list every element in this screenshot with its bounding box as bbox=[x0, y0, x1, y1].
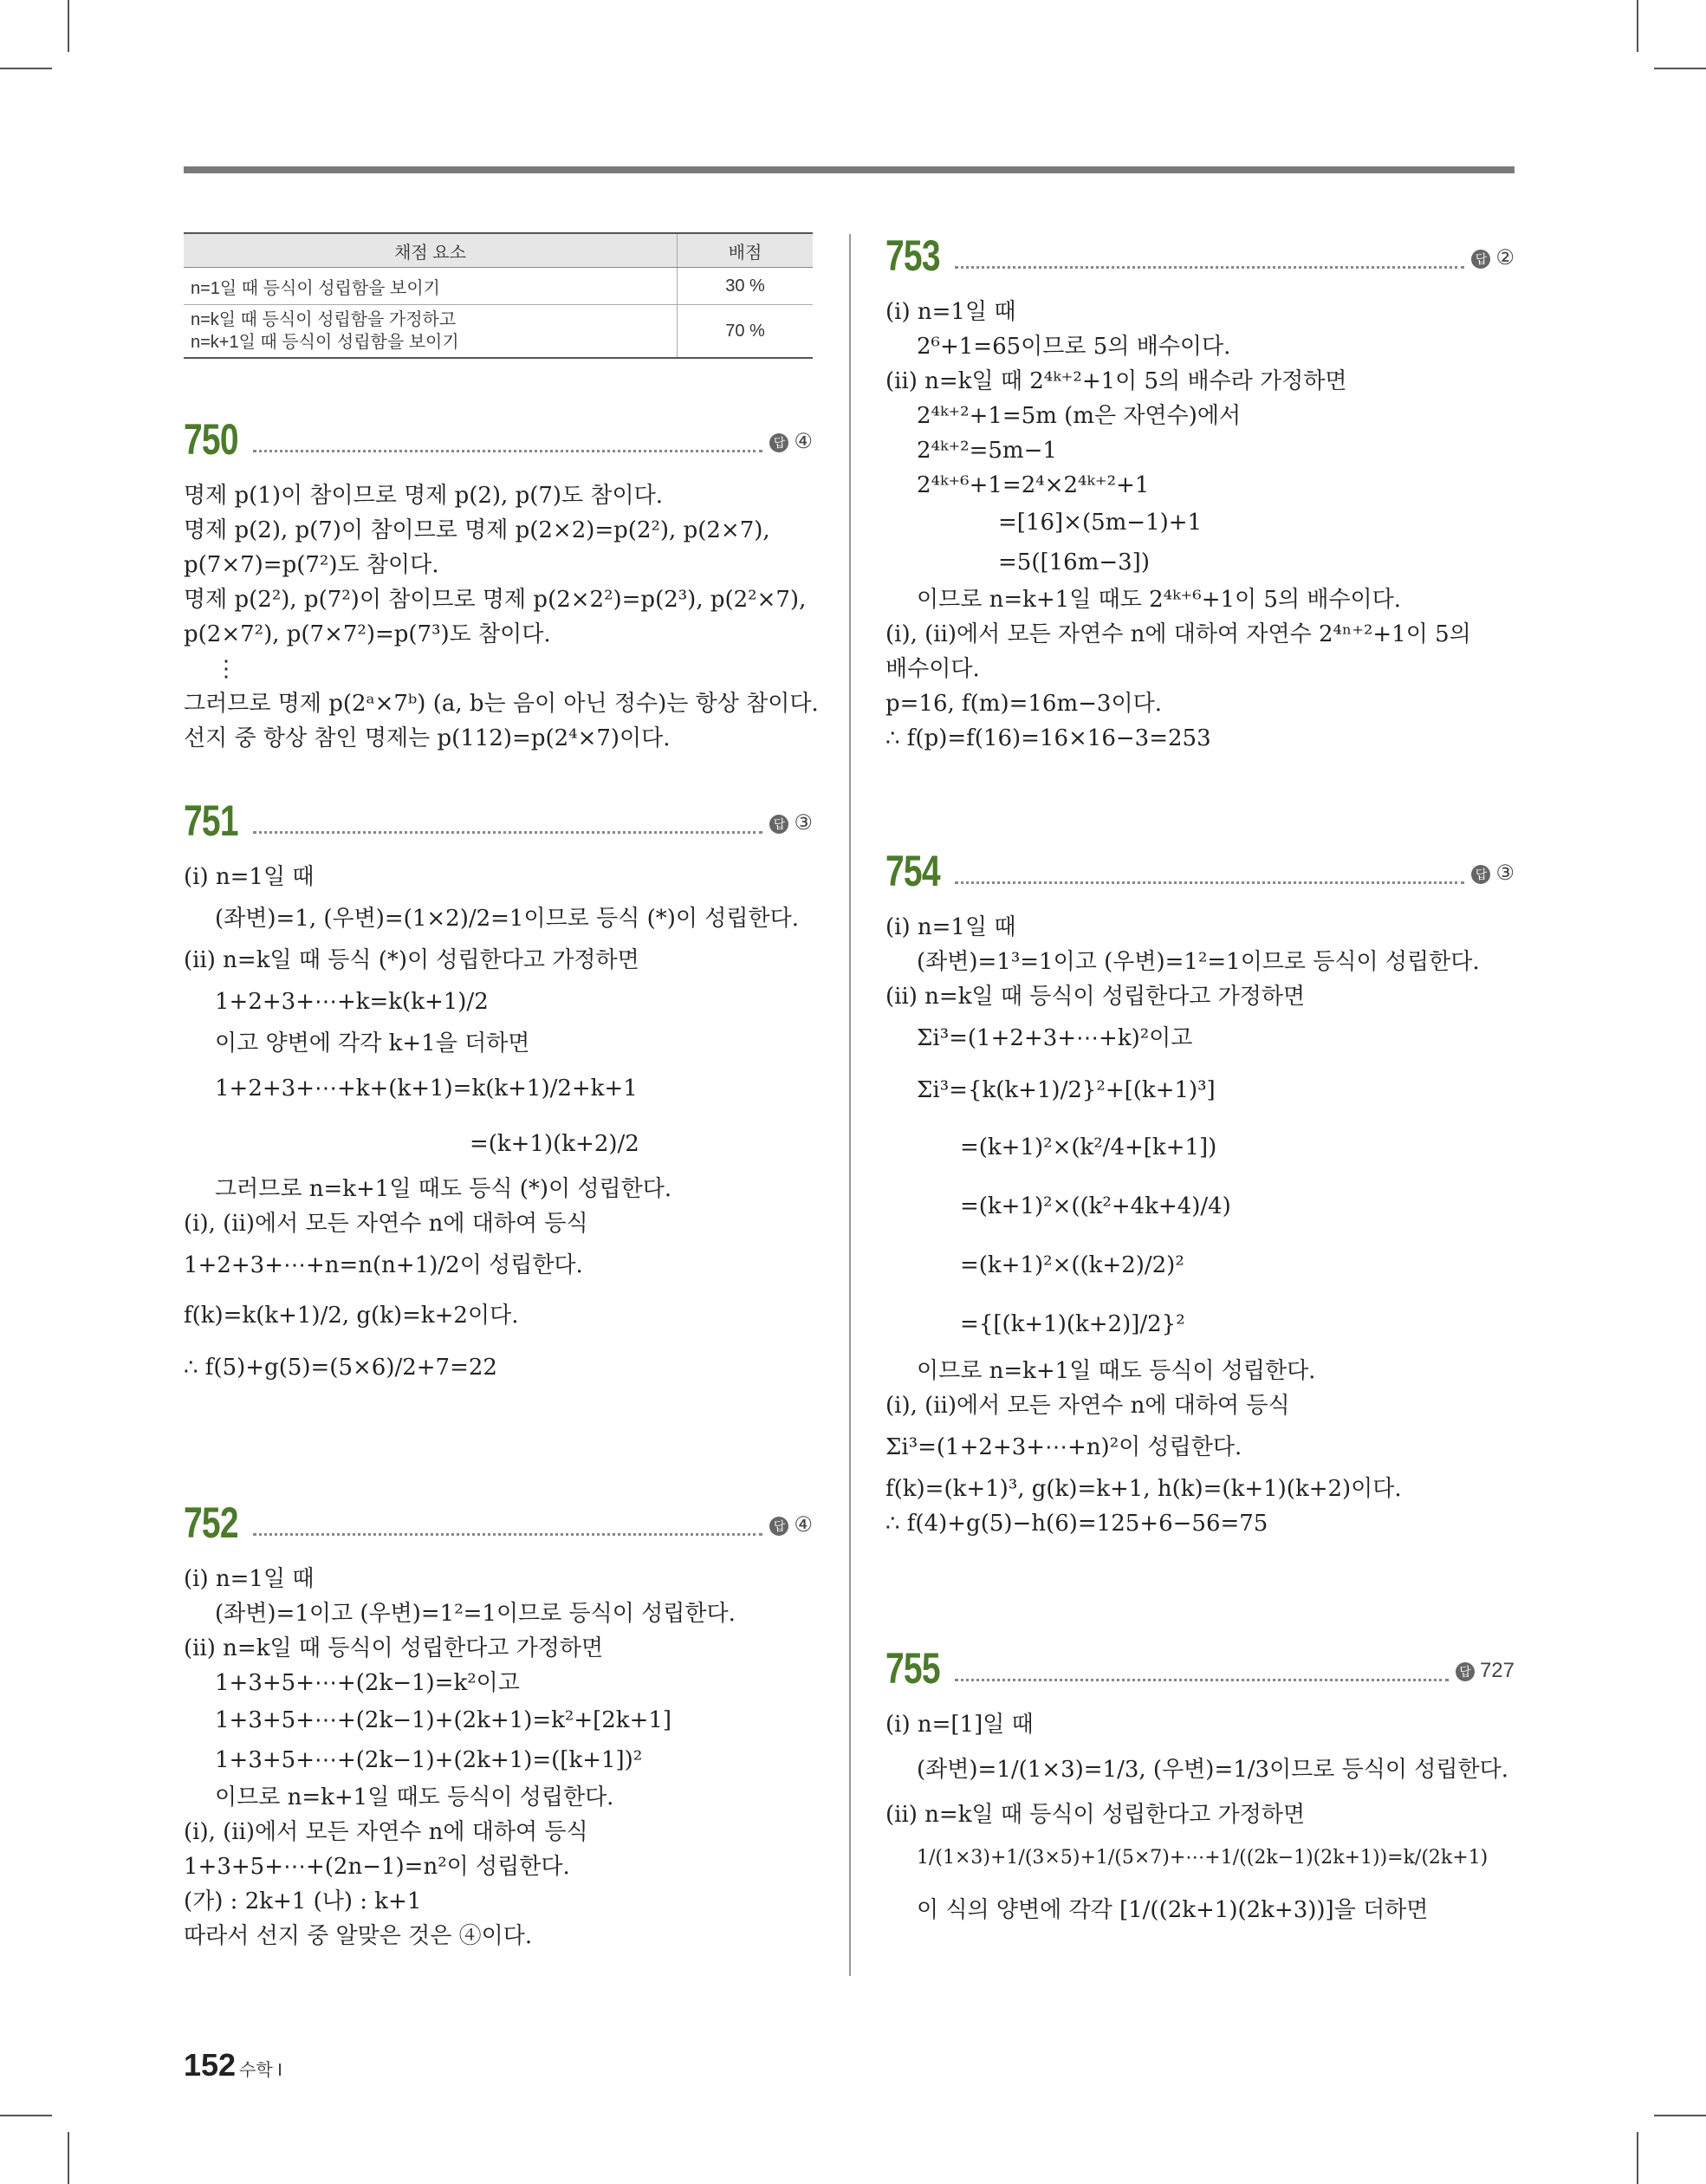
solution-line: (ⅱ) n=k일 때 등식이 성립한다고 가정하면 bbox=[184, 1635, 604, 1661]
solution-line: (ⅱ) n=k일 때 2⁴ᵏ⁺²+1이 5의 배수라 가정하면 bbox=[885, 368, 1347, 394]
solution-line: ⋮ bbox=[215, 656, 237, 682]
solution-line: 명제 p(2), p(7)이 참이므로 명제 p(2×2)=p(2²), p(2×7), bbox=[184, 517, 770, 543]
table-cell-line: n=k일 때 등식이 성립함을 가정하고 bbox=[191, 310, 457, 329]
solution-line: Σi³=(1+2+3+⋯+k)²이고 bbox=[917, 1025, 1193, 1051]
answer-icon: 답 bbox=[769, 1517, 788, 1536]
answer-label bbox=[1456, 1654, 1515, 1688]
answer-value: ④ bbox=[794, 1513, 813, 1537]
solution-line: (ⅰ) n=1일 때 bbox=[885, 299, 1016, 325]
solution-line: 따라서 선지 중 알맞은 것은 ④이다. bbox=[184, 1923, 533, 1949]
subject-label: 수학 I bbox=[239, 2061, 282, 2080]
answer-label bbox=[769, 1508, 813, 1543]
table-cell: n=1일 때 등식이 성립함을 보이기 bbox=[184, 268, 678, 305]
solution-line: (ⅰ), (ⅱ)에서 모든 자연수 n에 대하여 등식 bbox=[184, 1819, 588, 1845]
solution-line: (ⅰ), (ⅱ)에서 모든 자연수 n에 대하여 등식 bbox=[184, 1211, 588, 1237]
table-cell-line: n=k+1일 때 등식이 성립함을 보이기 bbox=[191, 333, 459, 352]
solution-line: p(2×7²), p(7×7²)=p(7³)도 참이다. bbox=[184, 621, 551, 647]
solution-line: f(k)=(k+1)³, g(k)=k+1, h(k)=(k+1)(k+2)이다. bbox=[885, 1476, 1402, 1502]
solution-line: 2⁴ᵏ⁺²=5m−1 bbox=[917, 438, 1057, 464]
solution-line: 그러므로 n=k+1일 때도 등식 (*)이 성립한다. bbox=[215, 1176, 672, 1202]
problem-header bbox=[885, 1636, 1515, 1693]
answer-icon: 답 bbox=[1456, 1662, 1475, 1681]
solution-line: =(k+1)(k+2)/2 bbox=[470, 1131, 639, 1157]
solution-line: 명제 p(1)이 참이므로 명제 p(2), p(7)도 참이다. bbox=[184, 483, 664, 509]
leader-dots bbox=[955, 881, 1464, 884]
table-row bbox=[184, 268, 813, 305]
solution-line: Σi³=(1+2+3+⋯+n)²이 성립한다. bbox=[885, 1434, 1242, 1460]
solution-line: 2⁴ᵏ⁺⁶+1=2⁴×2⁴ᵏ⁺²+1 bbox=[917, 472, 1150, 498]
solution-line: 이므로 n=k+1일 때도 등식이 성립한다. bbox=[215, 1784, 614, 1810]
crop-mark bbox=[68, 2132, 69, 2184]
crop-mark bbox=[0, 2115, 52, 2116]
solution-line: (ⅱ) n=k일 때 등식 (*)이 성립한다고 가정하면 bbox=[184, 947, 639, 973]
solution-line: 그러므로 명제 p(2ᵃ×7ᵇ) (a, b는 음이 아닌 정수)는 항상 참이다. bbox=[184, 691, 819, 717]
problem-751 bbox=[184, 789, 813, 1394]
problem-752 bbox=[184, 1491, 813, 1953]
answer-icon: 답 bbox=[769, 815, 788, 834]
solution-line: (ⅰ) n=1일 때 bbox=[885, 914, 1016, 940]
solution-line: 이므로 n=k+1일 때도 등식이 성립한다. bbox=[917, 1358, 1316, 1384]
solution-line: 1+2+3+⋯+n=n(n+1)/2이 성립한다. bbox=[184, 1252, 583, 1278]
answer-icon: 답 bbox=[1471, 865, 1490, 884]
solution-line: (ⅰ), (ⅱ)에서 모든 자연수 n에 대하여 등식 bbox=[885, 1393, 1290, 1419]
solution-line: p(7×7)=p(7²)도 참이다. bbox=[184, 552, 439, 578]
answer-value: ② bbox=[1495, 246, 1515, 270]
answer-value: ④ bbox=[794, 430, 813, 453]
problem-number: 752 bbox=[184, 1498, 238, 1547]
solution-line: 이 식의 양변에 각각 [1/((2k+1)(2k+3))]을 더하면 bbox=[917, 1897, 1429, 1923]
solution-line: 1+3+5+⋯+(2k−1)+(2k+1)=([k+1])² bbox=[215, 1747, 643, 1773]
solution-line: ∴ f(5)+g(5)=(5×6)/2+7=22 bbox=[184, 1355, 497, 1381]
crop-mark bbox=[1654, 2115, 1706, 2116]
solution-line: Σi³={k(k+1)/2}²+[(k+1)³] bbox=[917, 1077, 1216, 1103]
crop-mark bbox=[1637, 2132, 1638, 2184]
solution-line: 1/(1×3)+1/(3×5)+1/(5×7)+⋯+1/((2k−1)(2k+1))=k/(2k+1) bbox=[917, 1847, 1489, 1869]
solution-line: (좌변)=1/(1×3)=1/3, (우변)=1/3이므로 등식이 성립한다. bbox=[917, 1757, 1509, 1783]
answer-label bbox=[1471, 241, 1515, 276]
crop-mark bbox=[68, 0, 69, 52]
table-header: 채점 요소 bbox=[184, 233, 678, 268]
solution-line: 선지 중 항상 참인 명제는 p(112)=p(2⁴×7)이다. bbox=[184, 725, 671, 751]
solution-line: =5([16m−3]) bbox=[998, 549, 1150, 575]
leader-dots bbox=[253, 450, 762, 452]
answer-value: ③ bbox=[1495, 861, 1515, 885]
problem-header bbox=[184, 789, 813, 845]
solution-line: f(k)=k(k+1)/2, g(k)=k+2이다. bbox=[184, 1303, 519, 1329]
solution-line: 이므로 n=k+1일 때도 2⁴ᵏ⁺⁶+1이 5의 배수이다. bbox=[917, 587, 1402, 613]
problem-header bbox=[885, 839, 1515, 893]
solution-line: (ⅱ) n=k일 때 등식이 성립한다고 가정하면 bbox=[885, 1802, 1306, 1828]
answer-value: ③ bbox=[794, 811, 813, 835]
solution-line: ∴ f(p)=f(16)=16×16−3=253 bbox=[885, 725, 1211, 751]
solution-line: 1+2+3+⋯+k=k(k+1)/2 bbox=[215, 989, 489, 1015]
solution-line: (ⅱ) n=k일 때 등식이 성립한다고 가정하면 bbox=[885, 984, 1306, 1010]
solution-line: p=16, f(m)=16m−3이다. bbox=[885, 691, 1162, 717]
problem-number: 753 bbox=[885, 231, 940, 280]
solution-line: (ⅰ) n=[1]일 때 bbox=[885, 1712, 1034, 1738]
table-cell: 30 % bbox=[678, 268, 814, 305]
answer-label bbox=[769, 425, 813, 459]
solution-line: 1+3+5+⋯+(2k−1)=k²이고 bbox=[215, 1670, 520, 1696]
problem-750 bbox=[184, 407, 819, 756]
column-divider bbox=[849, 234, 851, 1976]
crop-mark bbox=[1654, 68, 1706, 69]
solution-line: 2⁶+1=65이므로 5의 배수이다. bbox=[917, 334, 1231, 360]
solution-line: 이고 양변에 각각 k+1을 더하면 bbox=[215, 1030, 530, 1056]
solution-line: (가) : 2k+1 (나) : k+1 bbox=[184, 1888, 422, 1914]
solution-line: =[16]×(5m−1)+1 bbox=[998, 510, 1203, 536]
solution-line: (ⅰ) n=1일 때 bbox=[184, 1566, 315, 1592]
problem-header bbox=[184, 1491, 813, 1547]
problem-header bbox=[885, 224, 1515, 280]
table-cell: 70 % bbox=[678, 305, 814, 359]
answer-value: 727 bbox=[1479, 1659, 1515, 1682]
solution-line: (ⅰ) n=1일 때 bbox=[184, 864, 315, 890]
problem-number: 751 bbox=[184, 796, 238, 845]
solution-line: 2⁴ᵏ⁺²+1=5m (m은 자연수)에서 bbox=[917, 403, 1242, 429]
leader-dots bbox=[253, 1533, 762, 1536]
problem-number: 755 bbox=[885, 1644, 940, 1693]
header-bar bbox=[184, 166, 1515, 173]
solution-line: =(k+1)²×((k²+4k+4)/4) bbox=[960, 1193, 1231, 1219]
crop-mark bbox=[1637, 0, 1638, 52]
solution-line: 1+2+3+⋯+k+(k+1)=k(k+1)/2+k+1 bbox=[215, 1076, 638, 1102]
solution-line: (좌변)=1이고 (우변)=1²=1이므로 등식이 성립한다. bbox=[215, 1601, 736, 1627]
table-cell bbox=[184, 305, 678, 359]
answer-label bbox=[1471, 856, 1515, 891]
answer-label bbox=[769, 806, 813, 841]
problem-755 bbox=[885, 1636, 1515, 1936]
leader-dots bbox=[955, 266, 1464, 269]
problem-754 bbox=[885, 839, 1515, 1541]
solution-line: (ⅰ), (ⅱ)에서 모든 자연수 n에 대하여 자연수 2⁴ⁿ⁺²+1이 5의 bbox=[885, 621, 1471, 647]
solution-line: 명제 p(2²), p(7²)이 참이므로 명제 p(2×2²)=p(2³), p(2²×7), bbox=[184, 587, 807, 613]
solution-line: 1+3+5+⋯+(2k−1)+(2k+1)=k²+[2k+1] bbox=[215, 1707, 672, 1733]
answer-icon: 답 bbox=[1471, 250, 1490, 269]
solution-line: (좌변)=1, (우변)=(1×2)/2=1이므로 등식 (*)이 성립한다. bbox=[215, 906, 799, 932]
problem-number: 750 bbox=[184, 415, 238, 464]
leader-dots bbox=[253, 831, 762, 834]
problem-number: 754 bbox=[885, 847, 940, 895]
solution-line: 배수이다. bbox=[885, 656, 980, 682]
problem-header bbox=[184, 407, 813, 464]
solution-line: (좌변)=1³=1이고 (우변)=1²=1이므로 등식이 성립한다. bbox=[917, 949, 1480, 975]
page-number: 152 bbox=[184, 2047, 237, 2083]
solution-line: ∴ f(4)+g(5)−h(6)=125+6−56=75 bbox=[885, 1511, 1268, 1537]
problem-753 bbox=[885, 224, 1515, 756]
leader-dots bbox=[955, 1679, 1449, 1681]
table-row bbox=[184, 305, 813, 359]
scoring-table bbox=[184, 232, 813, 359]
solution-line: =(k+1)²×(k²/4+[k+1]) bbox=[960, 1134, 1217, 1160]
crop-mark bbox=[0, 68, 52, 69]
solution-line: =(k+1)²×((k+2)/2)² bbox=[960, 1252, 1184, 1278]
solution-line: 1+3+5+⋯+(2n−1)=n²이 성립한다. bbox=[184, 1854, 570, 1880]
table-header: 배점 bbox=[678, 233, 814, 268]
answer-icon: 답 bbox=[769, 433, 788, 452]
solution-line: ={[(k+1)(k+2)]/2}² bbox=[960, 1311, 1185, 1337]
